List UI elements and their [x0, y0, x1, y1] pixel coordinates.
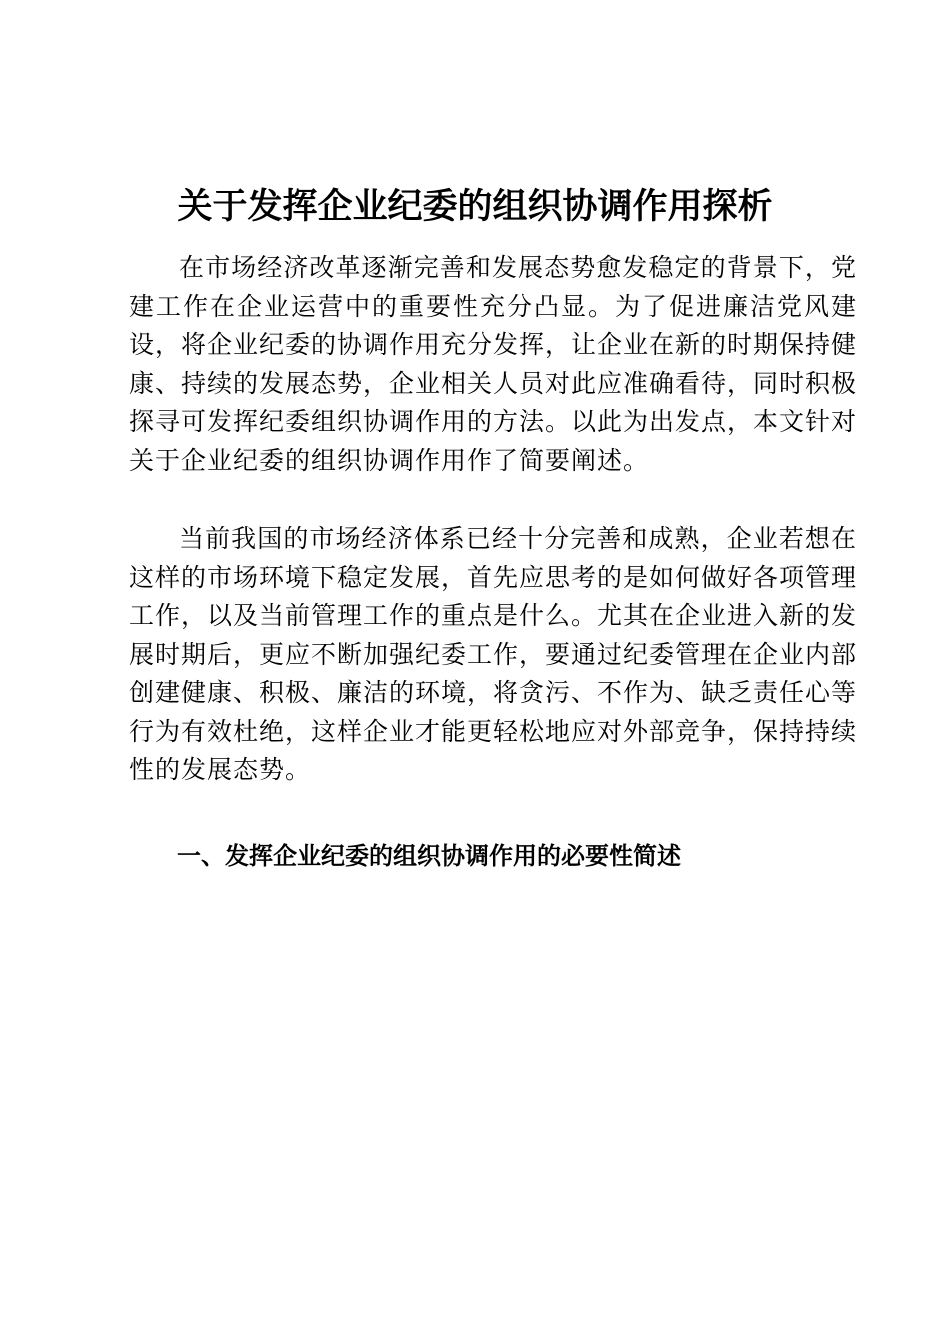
- body-paragraph: 当前我国的市场经济体系已经十分完善和成熟，企业若想在这样的市场环境下稳定发展，首先应思考的是如何做好各项管理工作，以及当前管理工作的重点是什么。尤其在企业进入新的发展时期后，更应不断加强纪委工作，要通过纪委管理在企业内部创建健康、积极、廉洁的环境，将贪污、不作为、缺乏责任心等行为有效杜绝，这样企业才能更轻松地应对外部竞争，保持持续性的发展态势。: [129, 524, 858, 784]
- document-title: 关于发挥企业纪委的组织协调作用探析: [177, 186, 773, 227]
- intro-paragraph: 在市场经济改革逐渐完善和发展态势愈发稳定的背景下，党建工作在企业运营中的重要性充分凸显。为了促进廉洁党风建设，将企业纪委的协调作用充分发挥，让企业在新的时期保持健康、持续的发展态势，企业相关人员对此应准确看待，同时积极探寻可发挥纪委组织协调作用的方法。以此为出发点，本文针对关于企业纪委的组织协调作用作了简要阐述。: [129, 253, 858, 475]
- section-heading: 一、发挥企业纪委的组织协调作用的必要性简述: [177, 842, 681, 870]
